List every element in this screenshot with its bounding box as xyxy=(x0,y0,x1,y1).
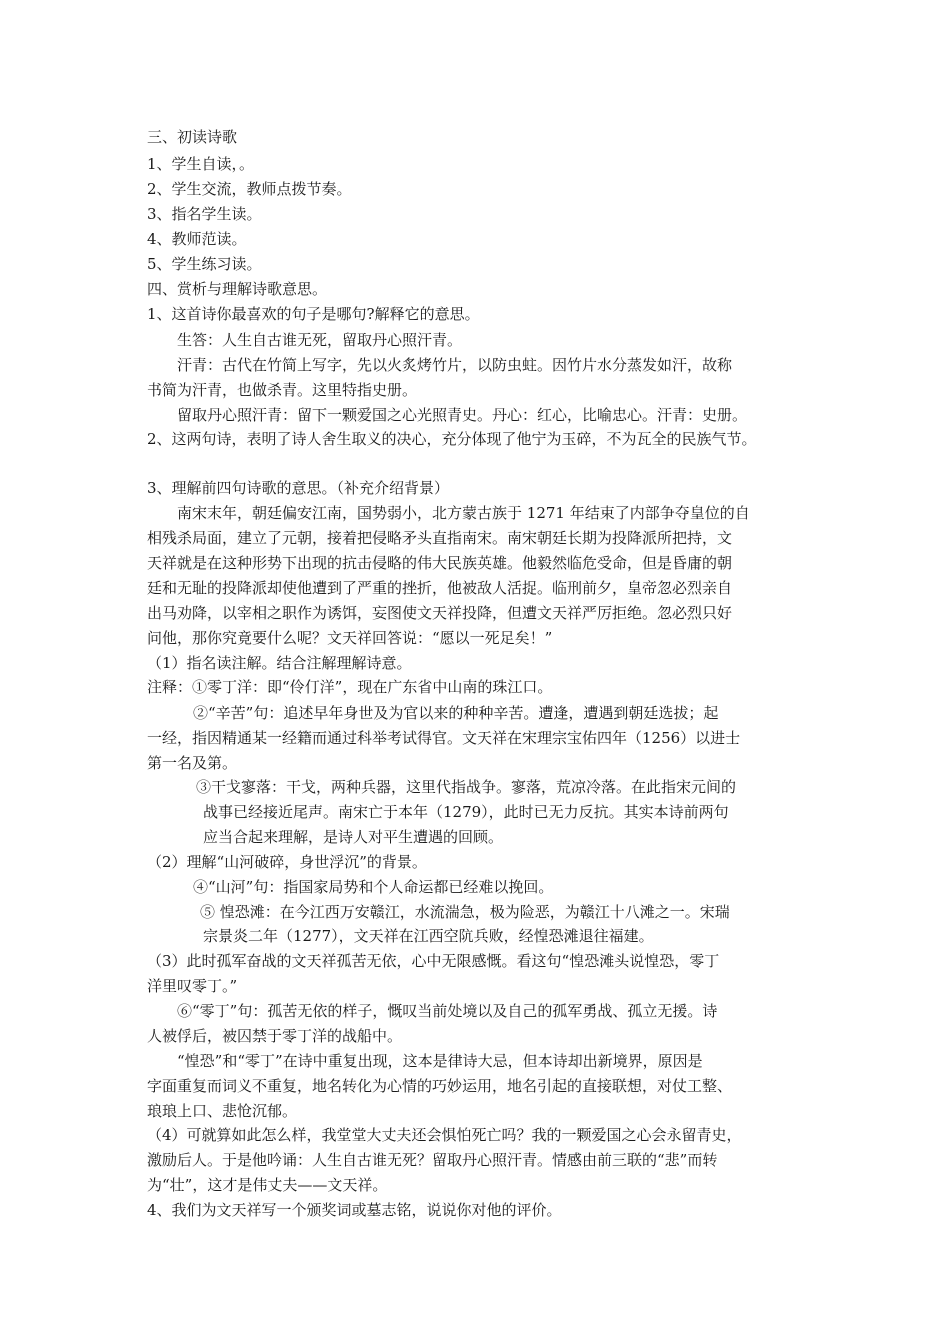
text-line: 宗景炎二年（1277），文天祥在江西空阬兵败，经惶恐滩退往福建。 xyxy=(203,927,654,945)
text-line: 注释：①零丁洋：即“伶仃洋”，现在广东省中山南的珠江口。 xyxy=(147,678,553,696)
text-line: 人被俘后，被囚禁于零丁洋的战船中。 xyxy=(147,1027,403,1045)
text-line: 琅琅上口、悲怆沉郁。 xyxy=(147,1102,298,1120)
text-line: ⑤ 惶恐滩：在今江西万安赣江，水流湍急，极为险恶，为赣江十八滩之一。宋瑞 xyxy=(200,903,730,921)
text-line: “惶恐”和“零丁”在诗中重复出现，这本是律诗大忌，但本诗却出新境界，原因是 xyxy=(177,1052,703,1070)
text-line: 汗青：古代在竹简上写字，先以火炙烤竹片，以防虫蛀。因竹片水分蒸发如汗，故称 xyxy=(177,356,733,374)
text-line: 战事已经接近尾声。南宋亡于本年（1279），此时已无力反抗。其实本诗前两句 xyxy=(203,803,729,821)
text-line: 4、教师范读。 xyxy=(147,230,247,248)
text-line: 字面重复而词义不重复，地名转化为心情的巧妙运用，地名引起的直接联想，对仗工整、 xyxy=(147,1077,733,1095)
text-line: （4）可就算如此怎么样，我堂堂大丈夫还会惧怕死亡吗？我的一颗爱国之心会永留青史， xyxy=(147,1126,742,1144)
text-line: 1、这首诗你最喜欢的句子是哪句?解释它的意思。 xyxy=(147,305,480,323)
text-line: 洋里叹零丁。” xyxy=(147,977,238,995)
text-line: ④“山河”句：指国家局势和个人命运都已经难以挽回。 xyxy=(193,878,554,896)
text-line: （2）理解“山河破碎，身世浮沉”的背景。 xyxy=(147,853,427,871)
text-line: 2、学生交流，教师点拨节奏。 xyxy=(147,180,352,198)
text-line: ③干戈寥落：干戈，两种兵器，这里代指战争。寥落，荒凉冷落。在此指宋元间的 xyxy=(196,778,737,796)
text-line: 第一名及第。 xyxy=(147,754,238,772)
text-line: 天祥就是在这种形势下出现的抗击侵略的伟大民族英雄。他毅然临危受命，但是昏庸的朝 xyxy=(147,554,733,572)
text-line: 书简为汗青，也做杀青。这里特指史册。 xyxy=(147,381,418,399)
text-line: 5、学生练习读。 xyxy=(147,255,262,273)
text-line: 2、这两句诗，表明了诗人舍生取义的决心，充分体现了他宁为玉碎，不为瓦全的民族气节。 xyxy=(147,430,757,448)
text-line: 激励后人。于是他吟诵：人生自古谁无死？留取丹心照汗青。情感由前三联的“悲”而转 xyxy=(147,1151,718,1169)
text-line: 出马劝降，以宰相之职作为诱饵，妄图使文天祥投降，但遭文天祥严厉拒绝。忽必烈只好 xyxy=(147,604,733,622)
text-line: 问他，那你究竟要什么呢？文天祥回答说：“愿以一死足矣！” xyxy=(147,629,553,647)
text-line: ②“辛苦”句：追述早年身世及为官以来的种种辛苦。遭逢，遭遇到朝廷选拔；起 xyxy=(193,704,719,722)
text-line: 应当合起来理解，是诗人对平生遭遇的回顾。 xyxy=(203,828,504,846)
text-line: （3）此时孤军奋战的文天祥孤苦无依，心中无限感慨。看这句“惶恐滩头说惶恐，零丁 xyxy=(147,952,720,970)
text-line: 4、我们为文天祥写一个颁奖词或墓志铭，说说你对他的评价。 xyxy=(147,1201,562,1219)
text-line: 1、学生自读，。 xyxy=(147,155,255,173)
text-line: 留取丹心照汗青：留下一颗爱国之心光照青史。丹心：红心，比喻忠心。汗青：史册。 xyxy=(177,406,748,424)
text-line: 一经，指因精通某一经籍而通过科举考试得官。文天祥在宋理宗宝佑四年（1256）以进士 xyxy=(147,729,741,747)
text-line: 3、理解前四句诗歌的意思。（补充介绍背景） xyxy=(147,479,450,497)
text-line: 南宋末年，朝廷偏安江南，国势弱小，北方蒙古族于 1271 年结束了内部争夺皇位的自 xyxy=(177,504,750,522)
text-line: （1）指名读注解。结合注解理解诗意。 xyxy=(147,654,412,672)
text-line: 廷和无耻的投降派却使他遭到了严重的挫折，他被敌人活捉。临刑前夕，皇帝忽必烈亲自 xyxy=(147,579,733,597)
section-heading: 三、初读诗歌 xyxy=(147,128,238,146)
text-line: 生答：人生自古谁无死，留取丹心照汗青。 xyxy=(177,331,463,349)
section-heading: 四、赏析与理解诗歌意思。 xyxy=(147,280,328,298)
text-line: 为“壮”，这才是伟丈夫——文天祥。 xyxy=(147,1176,388,1194)
text-line: 相残杀局面，建立了元朝，接着把侵略矛头直指南宋。南宋朝廷长期为投降派所把持，文 xyxy=(147,529,733,547)
text-line: 3、指名学生读。 xyxy=(147,205,262,223)
text-line: ⑥“零丁”句：孤苦无依的样子，慨叹当前处境以及自己的孤军勇战、孤立无援。诗 xyxy=(177,1002,718,1020)
